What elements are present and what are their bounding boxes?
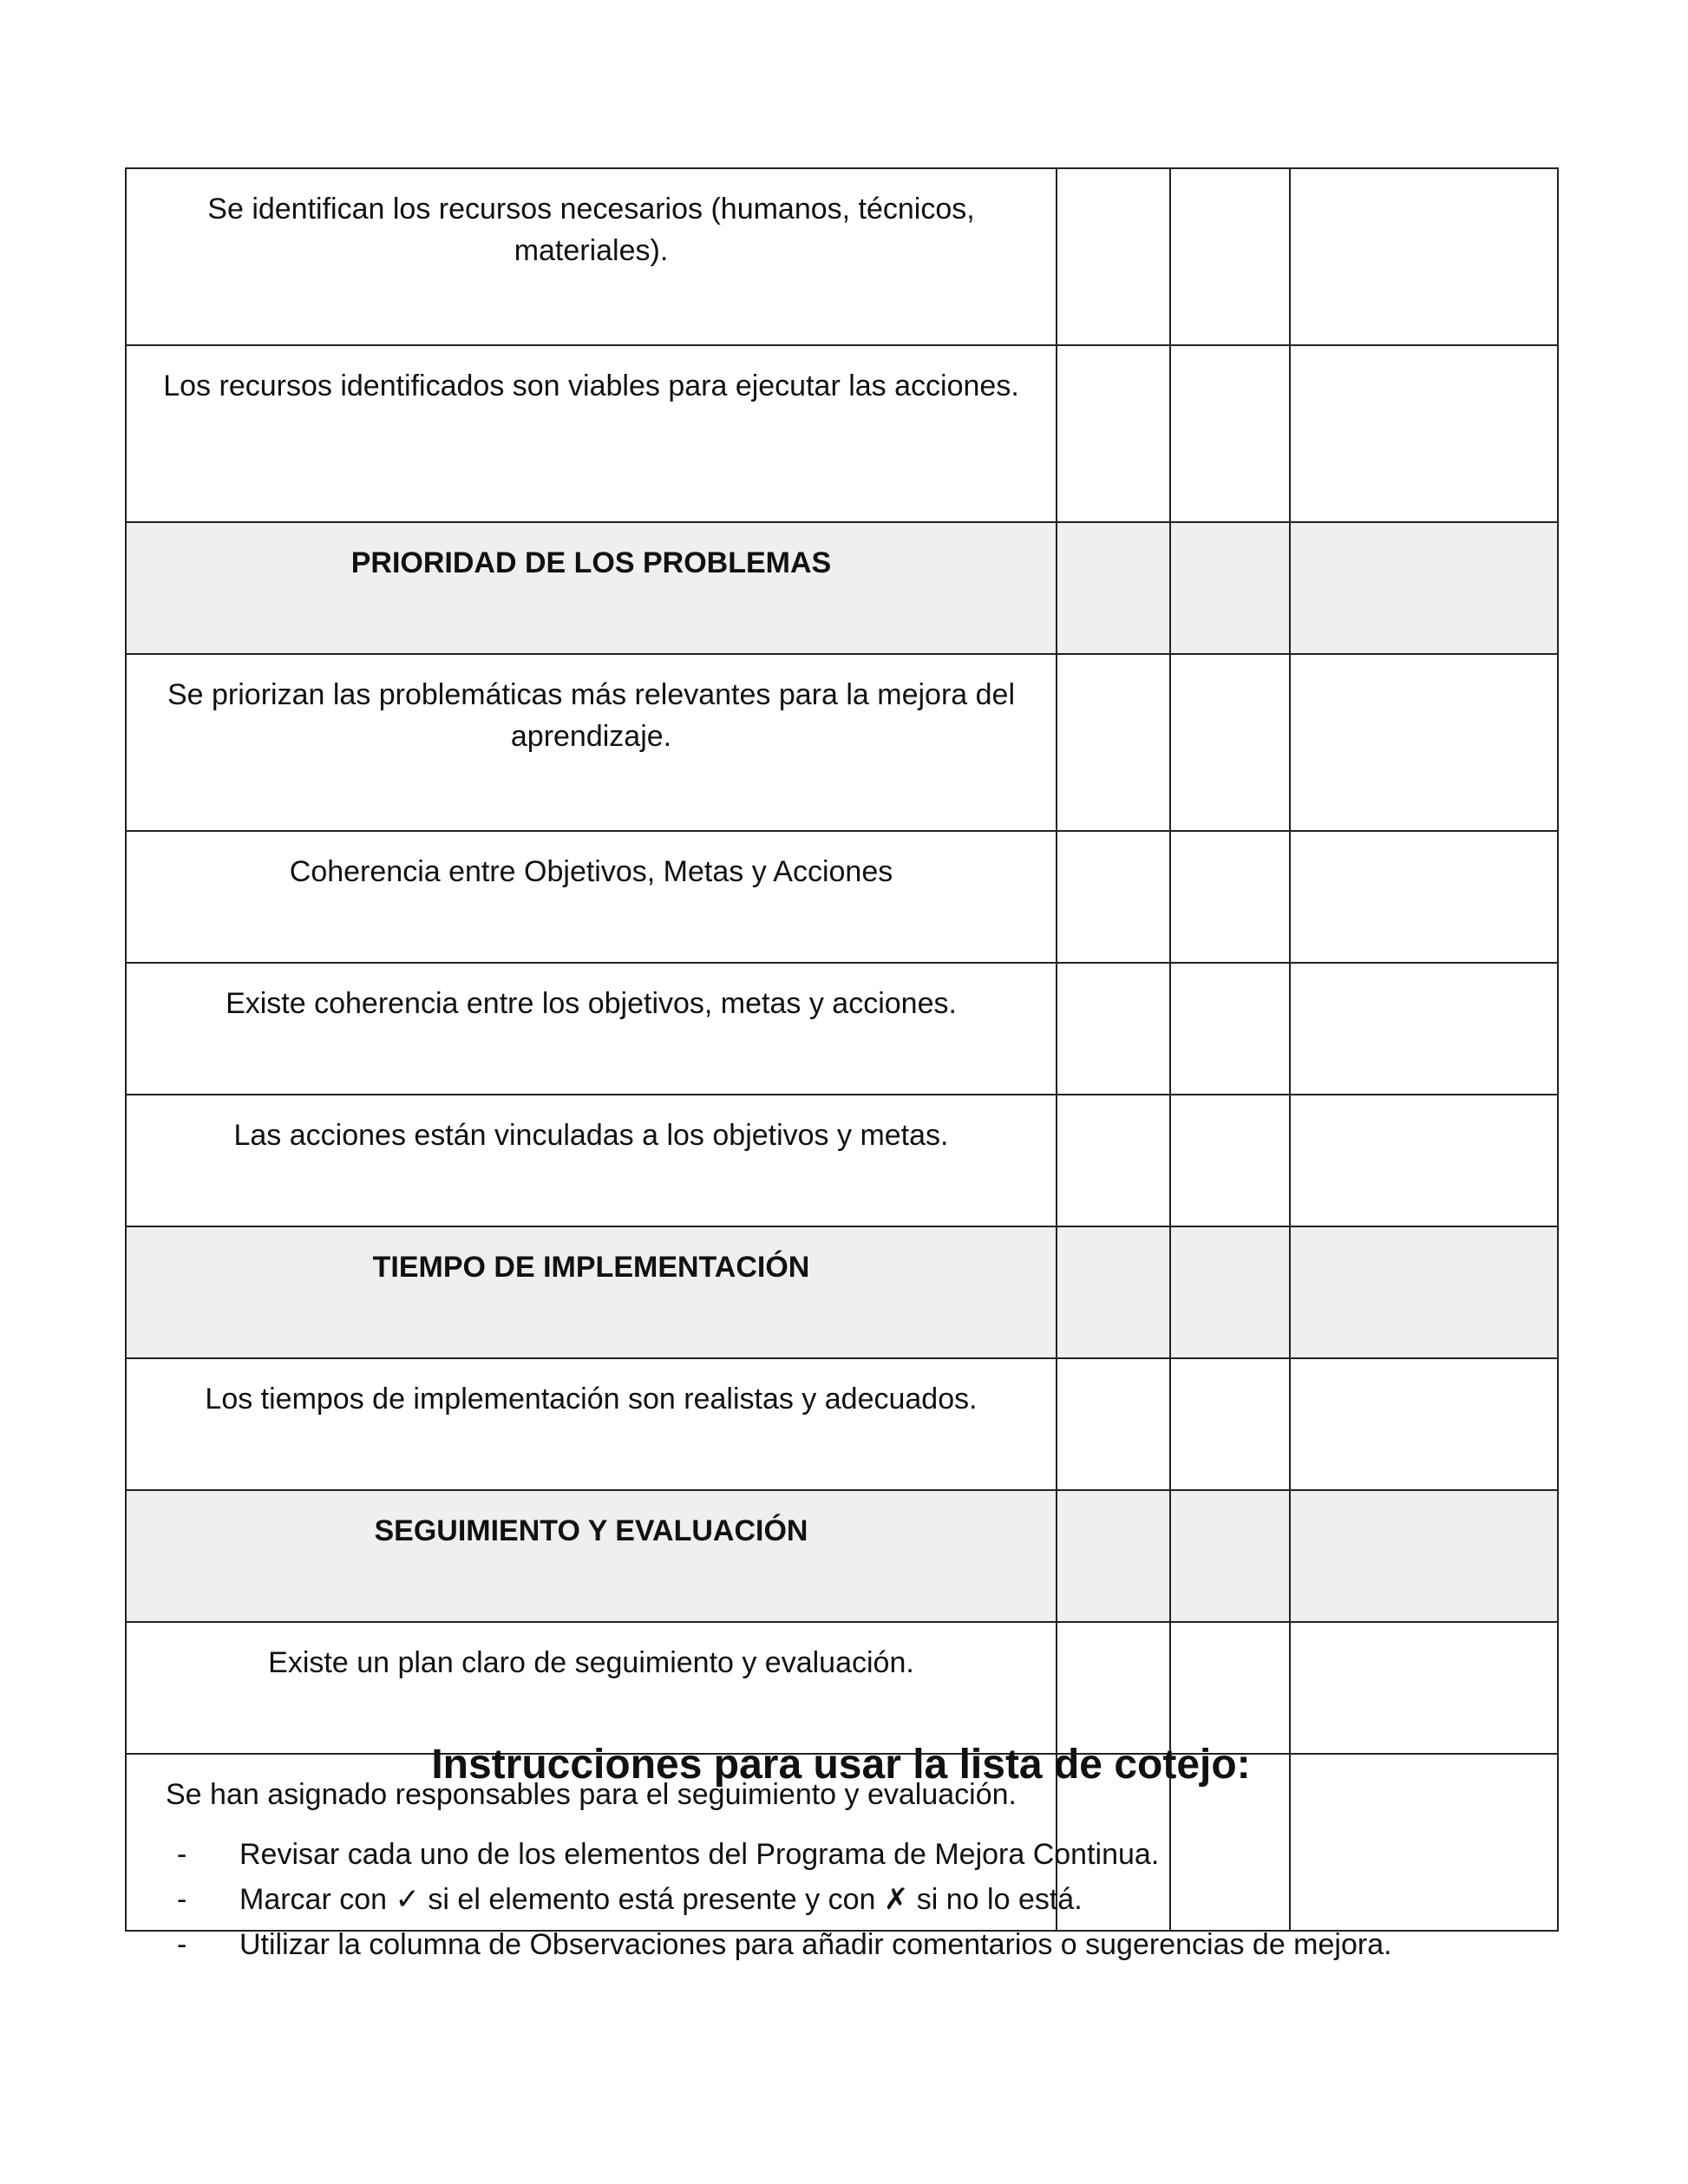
table-row xyxy=(126,1622,1558,1754)
section-blank-cell xyxy=(1290,1226,1558,1358)
observations-cell[interactable] xyxy=(1290,1622,1558,1754)
observations-cell[interactable] xyxy=(1290,1358,1558,1490)
criterion-cell: Se priorizan las problemáticas más relevantes para la mejora del aprendizaje. xyxy=(126,654,1057,831)
check-no-cell[interactable] xyxy=(1170,1358,1290,1490)
criterion-cell: Los recursos identificados son viables para ejecutar las acciones. xyxy=(126,345,1057,522)
table-row xyxy=(126,168,1558,345)
check-yes-cell[interactable] xyxy=(1057,345,1170,522)
section-blank-cell xyxy=(1290,522,1558,654)
table-row xyxy=(126,1095,1558,1226)
check-no-cell[interactable] xyxy=(1170,1095,1290,1226)
section-blank-cell xyxy=(1057,522,1170,654)
section-header-row xyxy=(126,522,1558,654)
observations-cell[interactable] xyxy=(1290,168,1558,345)
instructions-title: Instrucciones para usar la lista de cotejo: xyxy=(431,1742,1251,1788)
list-item xyxy=(177,1877,1565,1922)
criterion-cell: Los tiempos de implementación son realistas y adecuados. xyxy=(126,1358,1057,1490)
section-header-row xyxy=(126,1490,1558,1622)
checklist-table xyxy=(125,167,1559,1932)
section-blank-cell xyxy=(1170,522,1290,654)
bullet-dash: - xyxy=(177,1838,187,1871)
check-no-cell[interactable] xyxy=(1170,345,1290,522)
observations-cell[interactable] xyxy=(1290,654,1558,831)
instructions-list xyxy=(177,1832,1565,1967)
observations-cell[interactable] xyxy=(1290,831,1558,963)
check-yes-cell[interactable] xyxy=(1057,963,1170,1095)
criterion-cell: Las acciones están vinculadas a los objetivos y metas. xyxy=(126,1095,1057,1226)
bullet-dash: - xyxy=(177,1883,187,1916)
check-yes-cell[interactable] xyxy=(1057,831,1170,963)
check-yes-cell[interactable] xyxy=(1057,1622,1170,1754)
section-title: PRIORIDAD DE LOS PROBLEMAS xyxy=(126,522,1057,654)
observations-cell[interactable] xyxy=(1290,345,1558,522)
list-item xyxy=(177,1832,1565,1877)
check-yes-cell[interactable] xyxy=(1057,654,1170,831)
section-blank-cell xyxy=(1170,1226,1290,1358)
section-title: SEGUIMIENTO Y EVALUACIÓN xyxy=(126,1490,1057,1622)
check-yes-cell[interactable] xyxy=(1057,1358,1170,1490)
bullet-dash: - xyxy=(177,1928,187,1961)
instruction-text: Revisar cada uno de los elementos del Programa de Mejora Continua. xyxy=(239,1838,1160,1871)
criterion-cell: Existe un plan claro de seguimiento y evaluación. xyxy=(126,1622,1057,1754)
instruction-text: Marcar con ✓ si el elemento está presente y con ✗ si no lo está. xyxy=(239,1883,1083,1916)
check-no-cell[interactable] xyxy=(1170,1622,1290,1754)
section-title: TIEMPO DE IMPLEMENTACIÓN xyxy=(126,1226,1057,1358)
check-no-cell[interactable] xyxy=(1170,168,1290,345)
table-row xyxy=(126,831,1558,963)
check-no-cell[interactable] xyxy=(1170,831,1290,963)
check-no-cell[interactable] xyxy=(1170,654,1290,831)
table-row xyxy=(126,654,1558,831)
section-blank-cell xyxy=(1057,1226,1170,1358)
section-blank-cell xyxy=(1170,1490,1290,1622)
table-row xyxy=(126,345,1558,522)
section-blank-cell xyxy=(1057,1490,1170,1622)
check-yes-cell[interactable] xyxy=(1057,1095,1170,1226)
criterion-cell: Se han asignado responsables para el seguimiento y evaluación. xyxy=(126,1754,1057,1931)
table-row xyxy=(126,1358,1558,1490)
observations-cell[interactable] xyxy=(1290,1095,1558,1226)
observations-cell[interactable] xyxy=(1290,963,1558,1095)
list-item xyxy=(177,1922,1565,1967)
check-no-cell[interactable] xyxy=(1170,963,1290,1095)
table-row xyxy=(126,963,1558,1095)
criterion-cell: Existe coherencia entre los objetivos, metas y acciones. xyxy=(126,963,1057,1095)
criterion-cell: Se identifican los recursos necesarios (humanos, técnicos, materiales). xyxy=(126,168,1057,345)
criterion-cell: Coherencia entre Objetivos, Metas y Acciones xyxy=(126,831,1057,963)
section-header-row xyxy=(126,1226,1558,1358)
section-blank-cell xyxy=(1290,1490,1558,1622)
instruction-text: Utilizar la columna de Observaciones para añadir comentarios o sugerencias de mejora. xyxy=(239,1928,1392,1961)
check-yes-cell[interactable] xyxy=(1057,168,1170,345)
